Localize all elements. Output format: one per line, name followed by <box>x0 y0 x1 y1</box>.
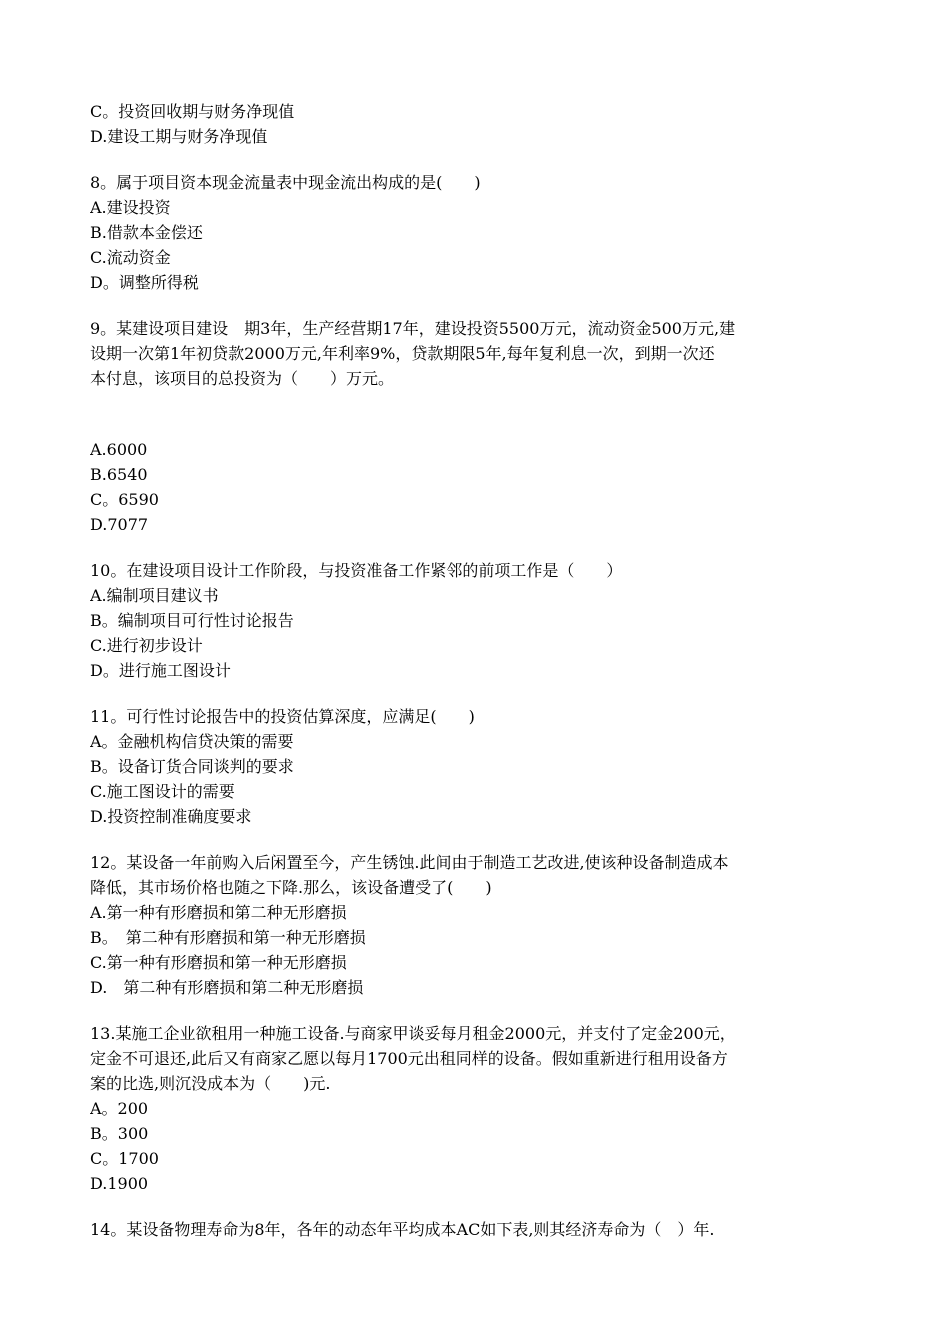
question-stem: 8。属于项目资本现金流量表中现金流出构成的是( ) <box>90 173 481 192</box>
question-stem-line-2: 定金不可退还,此后又有商家乙愿以每月1700元出租同样的设备。假如重新进行租用设备方 <box>90 1049 728 1068</box>
option-c: C.第一种有形磨损和第一种无形磨损 <box>90 953 347 972</box>
question-stem: 14。某设备物理寿命为8年，各年的动态年平均成本AC如下表,则其经济寿命为（ ）年. <box>90 1220 715 1239</box>
question-9 <box>90 316 860 537</box>
option-c: C.施工图设计的需要 <box>90 782 235 801</box>
question-stem-line-1: 13.某施工企业欲租用一种施工设备.与商家甲谈妥每月租金2000元，并支付了定金200元， <box>90 1024 736 1043</box>
option-d: D. 第二种有形磨损和第二种无形磨损 <box>90 978 364 997</box>
option-b: B.6540 <box>90 465 148 484</box>
question-11 <box>90 704 860 829</box>
option-a: A。金融机构信贷决策的需要 <box>90 732 294 751</box>
option-a: A.编制项目建议书 <box>90 586 219 605</box>
option-a: A.建设投资 <box>90 198 171 217</box>
question-stem-line-1: 9。某建设项目建设 期3年，生产经营期17年，建设投资5500万元，流动资金500万元,建 <box>90 319 736 338</box>
previous-question-options <box>90 99 860 149</box>
option-a: A.6000 <box>90 440 148 459</box>
option-d: D.投资控制准确度要求 <box>90 807 252 826</box>
option-d: D。进行施工图设计 <box>90 661 231 680</box>
question-stem-line-3: 本付息，该项目的总投资为（ ）万元。 <box>90 369 395 388</box>
question-8 <box>90 170 860 295</box>
question-12 <box>90 850 860 1000</box>
option-b: B。设备订货合同谈判的要求 <box>90 757 294 776</box>
option-b: B。 第二种有形磨损和第一种无形磨损 <box>90 928 366 947</box>
question-stem-line-2: 降低，其市场价格也随之下降.那么，该设备遭受了( ) <box>90 878 492 897</box>
question-14 <box>90 1217 860 1242</box>
question-stem: 11。可行性讨论报告中的投资估算深度，应满足( ) <box>90 707 475 726</box>
question-13 <box>90 1021 860 1196</box>
question-stem-line-2: 设期一次第1年初贷款2000万元,年利率9%，贷款期限5年,每年复利息一次，到期一次还 <box>90 344 715 363</box>
option-c: C。投资回收期与财务净现值 <box>90 102 295 121</box>
option-b: B。300 <box>90 1124 149 1143</box>
option-c: C。6590 <box>90 490 159 509</box>
option-a: A.第一种有形磨损和第二种无形磨损 <box>90 903 347 922</box>
question-10 <box>90 558 860 683</box>
option-d: D.建设工期与财务净现值 <box>90 127 268 146</box>
question-stem-line-3: 案的比选,则沉没成本为（ )元. <box>90 1074 331 1093</box>
question-stem-line-1: 12。某设备一年前购入后闲置至今，产生锈蚀.此间由于制造工艺改进,使该种设备制造成本 <box>90 853 729 872</box>
option-c: C.进行初步设计 <box>90 636 203 655</box>
option-d: D。调整所得税 <box>90 273 199 292</box>
option-a: A。200 <box>90 1099 149 1118</box>
question-stem: 10。在建设项目设计工作阶段，与投资准备工作紧邻的前项工作是（ ） <box>90 561 623 580</box>
option-b: B.借款本金偿还 <box>90 223 203 242</box>
option-c: C.流动资金 <box>90 248 171 267</box>
document-page <box>90 99 860 1242</box>
option-d: D.1900 <box>90 1174 149 1193</box>
option-d: D.7077 <box>90 515 149 534</box>
option-b: B。编制项目可行性讨论报告 <box>90 611 294 630</box>
option-c: C。1700 <box>90 1149 159 1168</box>
